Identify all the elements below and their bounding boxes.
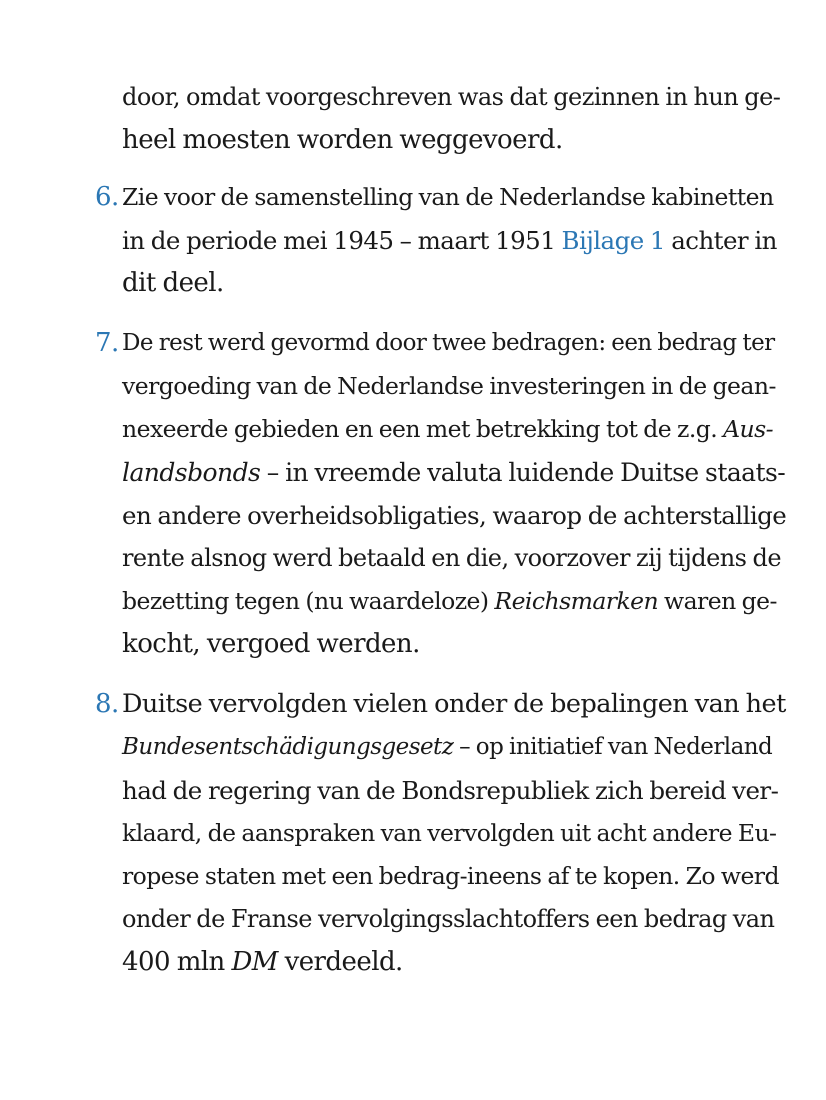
footnote-6 bbox=[0, 176, 777, 305]
text-line bbox=[122, 451, 786, 494]
italic-term: Reichsmarken bbox=[494, 587, 659, 615]
text-segment: – in vreemde valuta luidende Duitse staats- bbox=[260, 458, 786, 487]
text-line bbox=[122, 408, 774, 451]
footnote-7 bbox=[0, 322, 787, 666]
text-line: kocht, vergoed werden. bbox=[122, 629, 420, 659]
text-line: ropese staten met een bedrag-ineens af te kopen. Zo werd bbox=[122, 862, 779, 890]
text-segment: waren ge- bbox=[658, 587, 777, 615]
text-segment: achter in bbox=[664, 226, 777, 255]
text-line: De rest werd gevormd door twee bedragen: een bedrag ter bbox=[122, 330, 775, 356]
italic-term: Aus- bbox=[723, 415, 774, 443]
footnote-number-link[interactable]: 7. bbox=[95, 328, 119, 358]
text-line: Zie voor de samenstelling van de Nederlandse kabinetten bbox=[122, 183, 774, 211]
footnote-continuation bbox=[0, 76, 781, 162]
text-segment: nexeerde gebieden en een met betrekking tot de z.g. bbox=[122, 415, 724, 443]
text-segment: 400 mln bbox=[122, 947, 232, 977]
text-segment: bezetting tegen (nu waardeloze) bbox=[122, 587, 495, 615]
text-segment: verdeeld. bbox=[277, 947, 403, 977]
text-line bbox=[122, 941, 762, 984]
footnote-8 bbox=[0, 683, 786, 984]
text-line: dit deel. bbox=[122, 268, 224, 298]
italic-term: DM bbox=[231, 947, 278, 977]
text-segment: in de periode mei 1945 – maart 1951 bbox=[122, 226, 562, 255]
text-line: had de regering van de Bondsrepubliek zich bereid ver- bbox=[122, 776, 779, 805]
footnote-number-link[interactable]: 6. bbox=[95, 182, 119, 212]
italic-term: Bundesentschädigungsgesetz bbox=[122, 734, 454, 760]
text-line: onder de Franse vervolgingsslachtoffers een bedrag van bbox=[122, 905, 775, 933]
text-line bbox=[122, 580, 777, 623]
text-line: vergoeding van de Nederlandse investeringen in de gean- bbox=[122, 372, 776, 400]
footnote-number-link[interactable]: 8. bbox=[95, 689, 119, 719]
text-line: heel moesten worden weggevoerd. bbox=[122, 125, 563, 155]
text-segment: – op initiatief van Nederland bbox=[453, 734, 773, 760]
text-line bbox=[122, 219, 777, 262]
text-line: en andere overheidsobligaties, waarop de achterstallige bbox=[122, 501, 787, 530]
text-line: Duitse vervolgden vielen onder de bepalingen van het bbox=[122, 689, 786, 719]
bijlage-link[interactable]: Bijlage 1 bbox=[561, 226, 665, 255]
text-line bbox=[122, 726, 773, 769]
text-line: door, omdat voorgeschreven was dat gezinnen in hun ge- bbox=[122, 83, 781, 111]
italic-term: landsbonds bbox=[122, 458, 261, 487]
text-line: rente alsnog werd betaald en die, voorzover zij tijdens de bbox=[122, 544, 781, 572]
text-line: klaard, de aanspraken van vervolgden uit acht andere Eu- bbox=[122, 819, 777, 847]
